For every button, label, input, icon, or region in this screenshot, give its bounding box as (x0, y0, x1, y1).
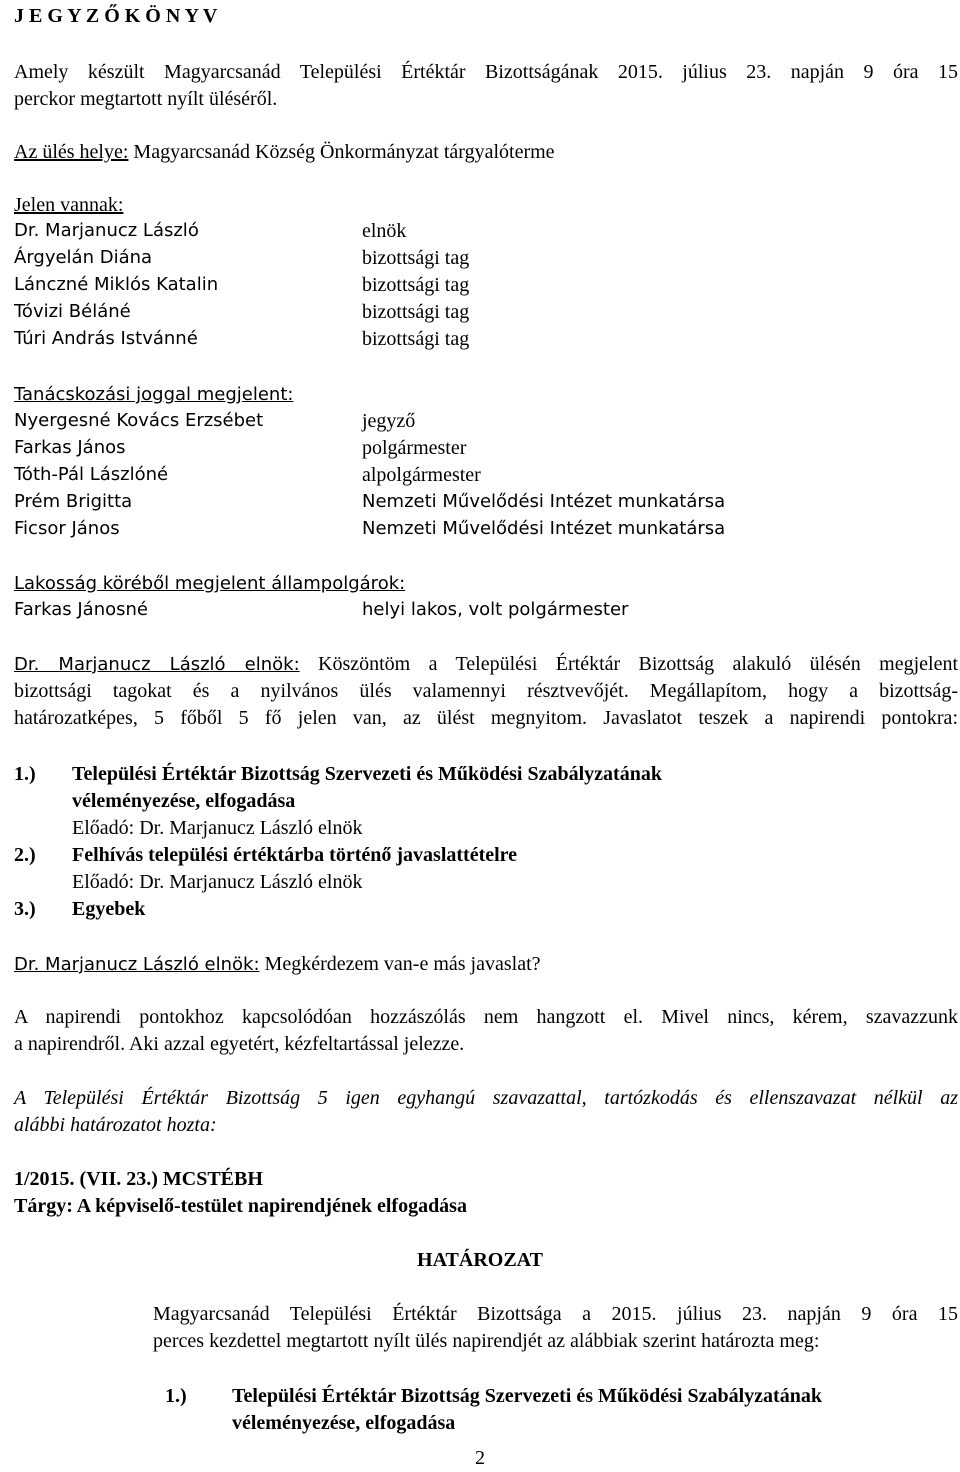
public-heading: Lakosság köréből megjelent állampolgárok: (14, 573, 406, 594)
advisory-heading: Tanácskozási joggal megjelent: (14, 384, 294, 405)
paragraph-line-2: a napirendről. Aki azzal egyetért, kézfeltartással jelezze. (14, 1033, 465, 1055)
vote-line-2: alábbi határozatot hozta: (14, 1114, 217, 1136)
advisory-name: Prém Brigitta (14, 491, 133, 512)
resolution-item-number: 1.) (165, 1385, 187, 1407)
agenda-title: Települési Értéktár Bizottság Szervezeti és Működési Szabályzatának (72, 763, 662, 785)
resolution-line-1: Magyarcsanád Települési Értéktár Bizottsága a 2015. július 23. napján 9 óra 15 (153, 1303, 958, 1325)
member-name: Tóvizi Béláné (14, 301, 131, 322)
advisory-role: Nemzeti Művelődési Intézet munkatársa (362, 518, 726, 539)
resolution-line-2: perces kezdettel megtartott nyílt ülés napirendjét az alábbiak szerint határozta meg: (153, 1330, 820, 1352)
speech-2 (14, 952, 541, 977)
advisory-name: Tóth-Pál Lászlóné (14, 464, 169, 485)
member-role: bizottsági tag (362, 274, 470, 296)
agenda-title: Felhívás települési értéktárba történő javaslattételre (72, 844, 518, 866)
present-heading: Jelen vannak: (14, 194, 124, 216)
public-name: Farkas Jánosné (14, 599, 148, 620)
intro-line-2: perckor megtartott nyílt üléséről. (14, 88, 278, 110)
agenda-presenter: Előadó: Dr. Marjanucz László elnök (72, 871, 363, 893)
resolution-subject: Tárgy: A képviselő-testület napirendjének elfogadása (14, 1195, 467, 1217)
speech-1-line-1 (14, 652, 958, 677)
member-role: bizottsági tag (362, 301, 470, 323)
advisory-name: Nyergesné Kovács Erzsébet (14, 410, 264, 431)
advisory-name: Farkas János (14, 437, 126, 458)
agenda-title: Egyebek (72, 898, 146, 920)
member-role: bizottsági tag (362, 328, 470, 350)
advisory-role: jegyző (362, 410, 416, 432)
speech-1-line-3: határozatképes, 5 főből 5 fő jelen van, az ülést megnyitom. Javaslatot teszek a napirendi pontokra: (14, 707, 958, 729)
venue (14, 140, 555, 164)
member-role: bizottsági tag (362, 247, 470, 269)
resolution-item-title-cont: véleményezése, elfogadása (232, 1412, 456, 1434)
venue-label: Az ülés helye: (14, 141, 129, 163)
agenda-number: 3.) (14, 898, 36, 920)
intro-line-1: Amely készült Magyarcsanád Települési Értéktár Bizottságának 2015. július 23. napján 9 óra 15 (14, 61, 958, 83)
speech-1-line-2: bizottsági tagokat és a nyilvános ülés valamennyi résztvevőjét. Megállapítom, hogy a bizottság- (14, 680, 958, 702)
member-name: Lánczné Miklós Katalin (14, 274, 219, 295)
speech-text: Megkérdezem van-e más javaslat? (259, 953, 541, 975)
resolution-heading: HATÁROZAT (417, 1249, 543, 1271)
vote-line-1: A Települési Értéktár Bizottság 5 igen egyhangú szavazattal, tartózkodás és ellenszavazat nélkül az (14, 1087, 958, 1109)
advisory-role: alpolgármester (362, 464, 481, 486)
resolution-number: 1/2015. (VII. 23.) MCSTÉBH (14, 1168, 263, 1190)
advisory-name: Ficsor János (14, 518, 120, 539)
agenda-number: 2.) (14, 844, 36, 866)
advisory-role: polgármester (362, 437, 467, 459)
resolution-item-title: Települési Értéktár Bizottság Szervezeti és Működési Szabályzatának (232, 1385, 822, 1407)
member-role: elnök (362, 220, 407, 242)
venue-value: Magyarcsanád Község Önkormányzat tárgyalóterme (128, 141, 555, 163)
member-name: Túri András Istvánné (14, 328, 198, 349)
agenda-number: 1.) (14, 763, 36, 785)
speech-text: Köszöntöm a Települési Értéktár Bizottság alakuló ülésén megjelent (299, 653, 959, 675)
speaker-label: Dr. Marjanucz László elnök: (14, 954, 260, 975)
member-name: Dr. Marjanucz László (14, 220, 199, 241)
member-name: Árgyelán Diána (14, 247, 153, 268)
paragraph-line-1: A napirendi pontokhoz kapcsolódóan hozzászólás nem hangzott el. Mivel nincs, kérem, szavazzunk (14, 1006, 958, 1028)
agenda-presenter: Előadó: Dr. Marjanucz László elnök (72, 817, 363, 839)
agenda-title-cont: véleményezése, elfogadása (72, 790, 296, 812)
speaker-label: Dr. Marjanucz László elnök: (14, 654, 300, 675)
public-role: helyi lakos, volt polgármester (362, 599, 629, 620)
document-title: J E G Y Z Ő K Ö N Y V (14, 5, 218, 27)
page-number: 2 (475, 1447, 485, 1469)
advisory-role: Nemzeti Művelődési Intézet munkatársa (362, 491, 726, 512)
